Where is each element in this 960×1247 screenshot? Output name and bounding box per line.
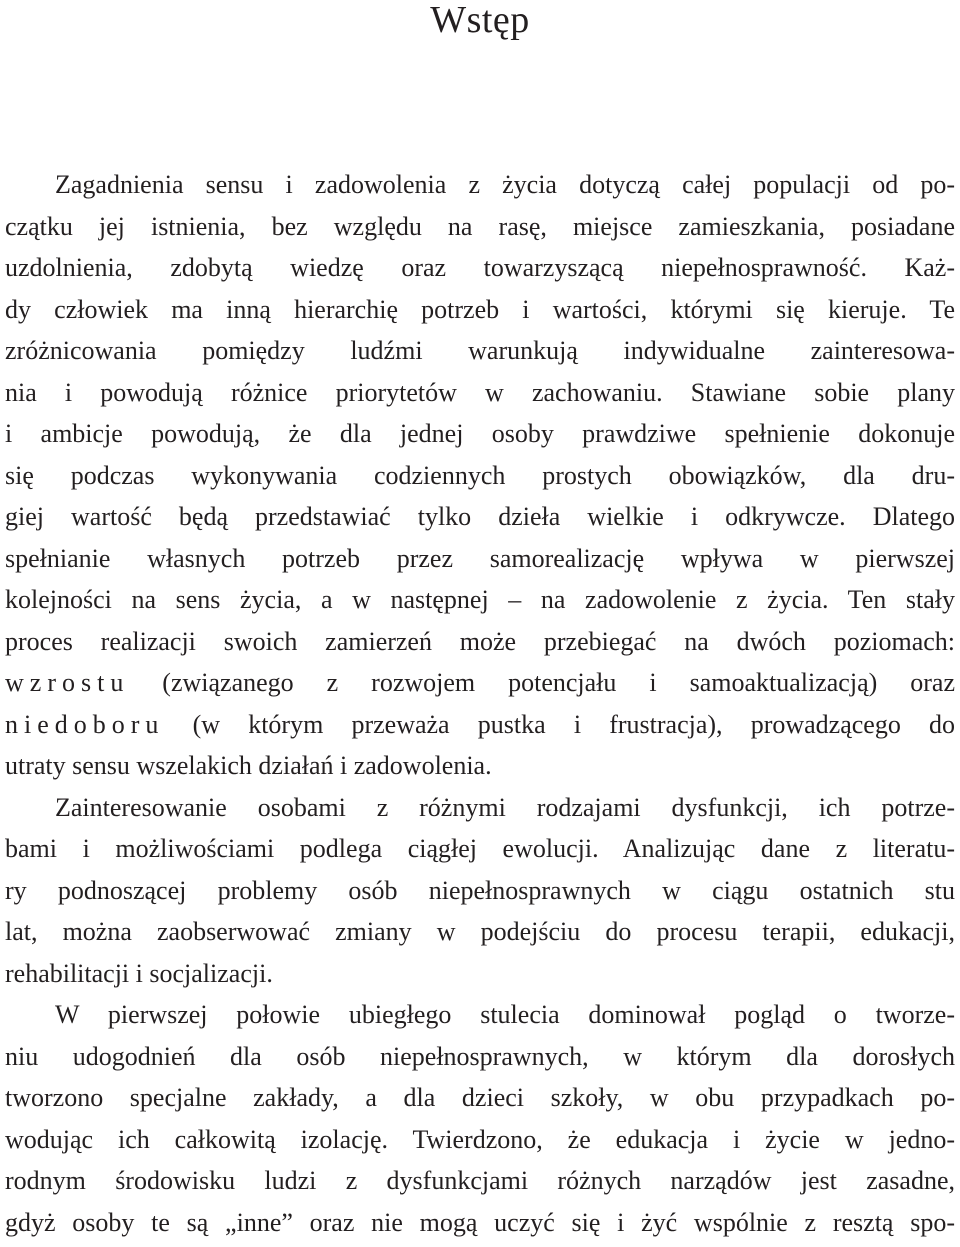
- text-fragment: (związanego z rozwojem potencjału i samoaktualizacją) oraz: [129, 668, 955, 697]
- spaced-term: niedoboru: [5, 709, 165, 739]
- paragraph-2: [5, 787, 955, 995]
- text-line: kolejności na sens życia, a w następnej – na zadowolenie z życia. Ten stały: [5, 585, 955, 614]
- text-line: uzdolnienia, zdobytą wiedzę oraz towarzyszącą niepełnosprawność. Każ-: [5, 253, 955, 282]
- text-line: niu udogodnień dla osób niepełnosprawnych, w którym dla dorosłych: [5, 1041, 955, 1071]
- text-line: się podczas wykonywania codziennych prostych obowiązków, dla dru-: [5, 460, 955, 490]
- text-line: spełnianie własnych potrzeb przez samorealizację wpływa w pierwszej: [5, 543, 955, 573]
- text-line: [5, 662, 955, 704]
- text-line: bami i możliwościami podlega ciągłej ewolucji. Analizując dane z literatu-: [5, 834, 955, 863]
- text-line: giej wartość będą przedstawiać tylko dzieła wielkie i odkrywcze. Dlatego: [5, 502, 955, 531]
- text-line: W pierwszej połowie ubiegłego stulecia dominował pogląd o tworze-: [55, 1000, 955, 1029]
- text-line: proces realizacji swoich zamierzeń może przebiegać na dwóch poziomach:: [5, 626, 955, 656]
- text-line: nia i powodują różnice priorytetów w zachowaniu. Stawiane sobie plany: [5, 377, 955, 407]
- text-line: i ambicje powodują, że dla jednej osoby prawdziwe spełnienie dokonuje: [5, 419, 955, 448]
- page-title: Wstęp: [430, 0, 530, 41]
- text-line: Zainteresowanie osobami z różnymi rodzajami dysfunkcji, ich potrze-: [55, 792, 955, 822]
- text-line: lat, można zaobserwować zmiany w podejściu do procesu terapii, edukacji,: [5, 917, 955, 946]
- text-line: dy człowiek ma inną hierarchię potrzeb i wartości, którymi się kieruje. Te: [5, 294, 955, 324]
- text-line: [5, 704, 955, 746]
- main-text: [5, 164, 955, 1243]
- text-line: tworzono specjalne zakłady, a dla dzieci szkoły, w obu przypadkach po-: [5, 1083, 955, 1112]
- text-line: czątku jej istnienia, bez względu na rasę, miejsce zamieszkania, posiadane: [5, 211, 955, 241]
- text-line: rodnym środowisku ludzi z dysfunkcjami różnych narządów jest zasadne,: [5, 1166, 955, 1195]
- text-line: zróżnicowania pomiędzy ludźmi warunkują indywidualne zainteresowa-: [5, 336, 955, 365]
- text-line: wodując ich całkowitą izolację. Twierdzono, że edukacja i życie w jedno-: [5, 1124, 955, 1154]
- text-line: ry podnoszącej problemy osób niepełnosprawnych w ciągu ostatnich stu: [5, 875, 955, 905]
- text-line: gdyż osoby te są „inne” oraz nie mogą uczyć się i żyć wspólnie z resztą spo-: [5, 1207, 955, 1237]
- text-line: utraty sensu wszelakich działań i zadowolenia.: [5, 751, 492, 780]
- paragraph-3: [5, 994, 955, 1243]
- paragraph-1: [5, 164, 955, 787]
- text-line: rehabilitacji i socjalizacji.: [5, 958, 273, 988]
- text-fragment: (w którym przeważa pustka i frustracja), prowadzącego do: [164, 709, 955, 739]
- text-line: Zagadnienia sensu i zadowolenia z życia dotyczą całej populacji od po-: [55, 170, 955, 199]
- spaced-term: wzrostu: [5, 668, 130, 697]
